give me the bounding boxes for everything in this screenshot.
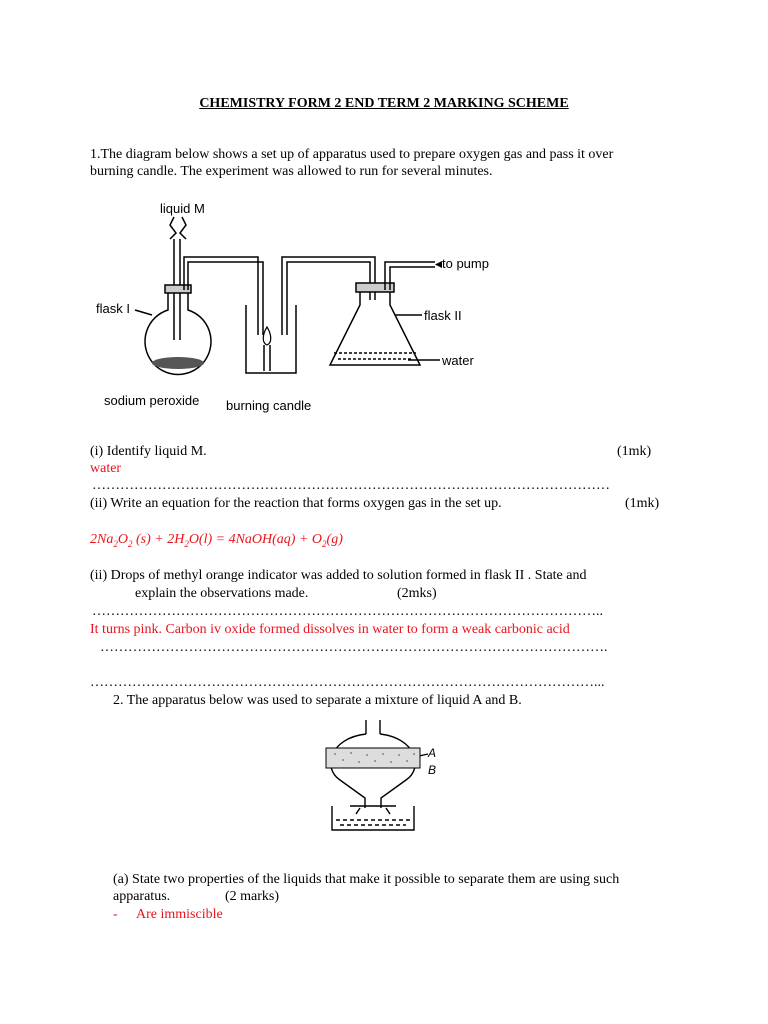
label-b: B: [428, 763, 437, 777]
thistle-funnel: [170, 217, 186, 239]
sodium-peroxide-solid: [152, 357, 204, 369]
q1-part-i-marks: (1mk): [617, 444, 652, 459]
answer-dots: ………………………………………………………………………………………………..: [92, 604, 603, 619]
funnel-right-wall: [380, 734, 415, 808]
q1-intro-line2: burning candle. The experiment was allowed to run for several minutes.: [90, 164, 493, 179]
page-title: CHEMISTRY FORM 2 END TERM 2 MARKING SCHEME: [199, 96, 569, 111]
label-burning-candle: burning candle: [226, 398, 312, 413]
q1-part-i-answer: water: [90, 461, 122, 476]
candle-flame-icon: [263, 327, 271, 345]
q2-part-a-line2: apparatus.: [113, 889, 171, 904]
label-a: A: [428, 746, 437, 760]
funnel-left-wall: [331, 734, 366, 808]
q1-part-iii-line2: explain the observations made.: [135, 586, 309, 601]
answer-bullet: -: [113, 907, 118, 922]
q2-answer-1: Are immiscible: [136, 907, 223, 922]
q1-part-iii-line1: (ii) Drops of methyl orange indicator was added to solution formed in flask II . State and: [90, 568, 587, 583]
label-to-pump: to pump: [442, 256, 489, 271]
label-liquid-m: liquid M: [160, 201, 205, 216]
collecting-beaker: [332, 806, 414, 830]
oxygen-apparatus-diagram: [90, 195, 510, 420]
label-sodium-peroxide: sodium peroxide: [104, 393, 200, 408]
q1-intro-line1: 1.The diagram below shows a set up of apparatus used to prepare oxygen gas and pass it over: [90, 147, 614, 162]
separating-funnel-diagram: [310, 718, 460, 836]
label-water: water: [442, 353, 474, 368]
answer-dots: …………………………………………………………………………………………………: [92, 478, 610, 493]
q1-equation: $2Na_2O_2$ $(s) + 2H_2O(l)$ = 4NaOH(aq) + $O_2(g)$: [90, 532, 343, 549]
liquid-a-layer: [326, 748, 420, 768]
flask-1-stopper: [165, 285, 191, 293]
answer-dots: ………………………………………………………………………………………………...: [90, 675, 605, 690]
flask-2-stopper: [356, 283, 394, 292]
q1-part-i-question: (i) Identify liquid M.: [90, 444, 207, 459]
q1-part-ii-marks: (1mk): [625, 496, 660, 511]
q1-part-ii-question: (ii) Write an equation for the reaction that forms oxygen gas in the set up.: [90, 496, 502, 511]
label-flask-1: flask I: [96, 301, 130, 316]
q2-intro: 2. The apparatus below was used to separate a mixture of liquid A and B.: [113, 693, 522, 708]
q2-part-a-marks: (2 marks): [225, 889, 280, 904]
answer-dots: ……………………………………………………………………………………………….: [100, 640, 608, 655]
label-flask-2: flask II: [424, 308, 462, 323]
q2-part-a-line1: (a) State two properties of the liquids that make it possible to separate them are using such: [113, 872, 620, 887]
arrow-right-icon: [435, 261, 442, 268]
q1-part-iii-marks: (2mks): [397, 586, 437, 601]
delivery-tube-1: [184, 257, 258, 335]
q1-part-iii-answer: It turns pink. Carbon iv oxide formed dissolves in water to form a weak carbonic acid: [90, 622, 570, 637]
